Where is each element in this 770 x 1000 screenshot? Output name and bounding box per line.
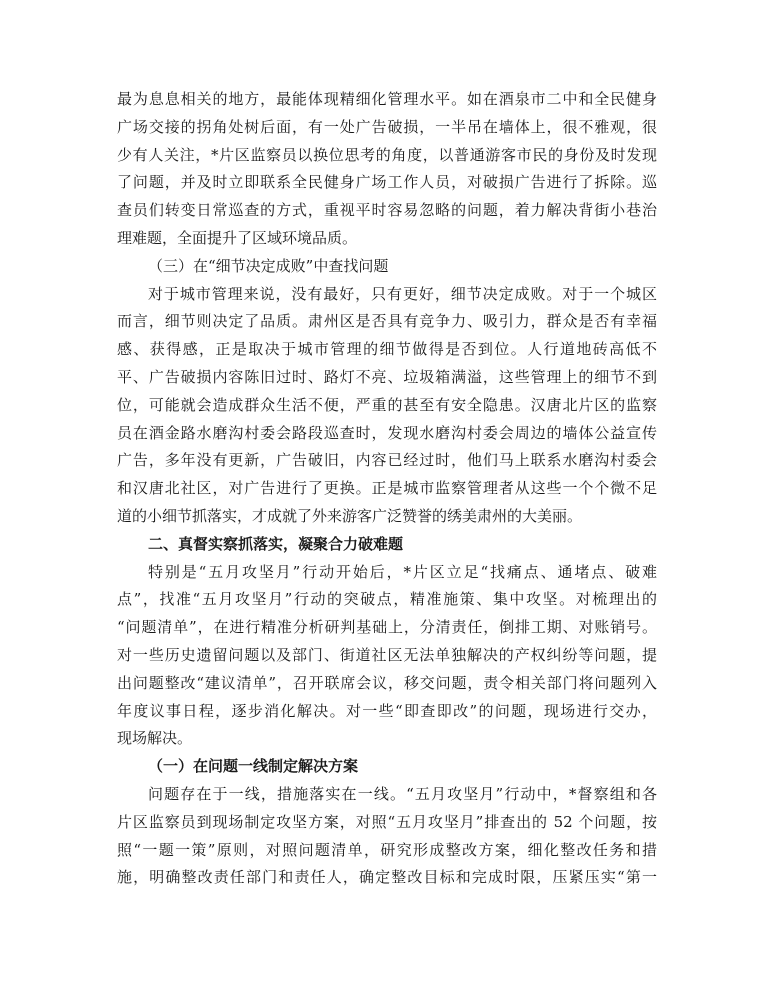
body-text-line: 广告，多年没有更新，广告破旧，内容已经过时，他们马上联系水磨沟村委会 xyxy=(117,451,657,470)
body-text-line: 广场交接的拐角处树后面，有一处广告破损，一半吊在墙体上，很不雅观，很 xyxy=(117,117,657,136)
body-text-line: 了问题，并及时立即联系全民健身广场工作人员，对破损广告进行了拆除。巡 xyxy=(117,173,657,192)
body-paragraph xyxy=(117,86,657,253)
body-text-line: 年度议事日程，逐步消化解决。对一些“即查即改”的问题，现场进行交办， xyxy=(117,701,657,720)
body-text-line: 出问题整改“建议清单”，召开联席会议，移交问题，责令相关部门将问题列入 xyxy=(117,673,657,692)
body-text-line: 对一些历史遗留问题以及部门、街道社区无法单独解决的产权纠纷等问题，提 xyxy=(117,645,657,664)
body-text-line: 施，明确整改责任部门和责任人，确定整改目标和完成时限，压紧压实“第一 xyxy=(117,868,657,887)
body-paragraph xyxy=(117,559,657,754)
subheading: （三）在“细节决定成败”中查找问题 xyxy=(148,256,389,275)
body-text-line: 位，可能就会造成群众生活不便，严重的甚至有安全隐患。汉唐北片区的监察 xyxy=(117,395,657,414)
body-text-line: 少有人关注，*片区监察员以换位思考的角度，以普通游客市民的身份及时发现 xyxy=(117,145,657,164)
body-text-line: 查员们转变日常巡查的方式，重视平时容易忽略的问题，着力解决背街小巷治 xyxy=(117,201,657,220)
body-text-line: 理难题，全面提升了区域环境品质。 xyxy=(117,228,358,247)
body-text-line: 而言，细节则决定了品质。肃州区是否具有竞争力、吸引力，群众是否有幸福 xyxy=(117,312,657,331)
document-page xyxy=(117,86,657,892)
section-title: 二、真督实察抓落实，凝聚合力破难题 xyxy=(148,534,404,553)
body-text-line: 员在酒金路水磨沟村委会路段巡查时，发现水磨沟村委会周边的墙体公益宣传 xyxy=(117,423,657,442)
body-text-line: 最为息息相关的地方，最能体现精细化管理水平。如在酒泉市二中和全民健身 xyxy=(117,90,657,108)
body-text-line: 感、获得感，正是取决于城市管理的细节做得是否到位。人行道地砖高低不 xyxy=(117,340,657,359)
body-text-line: 照“一题一策”原则，对照问题清单，研究形成整改方案，细化整改任务和措 xyxy=(117,840,657,859)
body-text-line: 平、广告破损内容陈旧过时、路灯不亮、垃圾箱满溢，这些管理上的细节不到 xyxy=(117,367,657,386)
body-text-line: 特别是“五月攻坚月”行动开始后，*片区立足“找痛点、通堵点、破难 xyxy=(148,562,657,581)
body-text-line: 对于城市管理来说，没有最好，只有更好，细节决定成败。对于一个城区 xyxy=(148,284,657,303)
body-text-line: 和汉唐北社区，对广告进行了更换。正是城市监察管理者从这些一个个微不足 xyxy=(117,479,657,498)
body-text-line: “问题清单”，在进行精准分析研判基础上，分清责任，倒排工期、对账销号。 xyxy=(117,618,657,637)
body-paragraph xyxy=(117,781,657,892)
body-text-line: 问题存在于一线，措施落实在一线。“五月攻坚月”行动中，*督察组和各 xyxy=(148,784,657,803)
body-paragraph xyxy=(117,281,657,531)
subsection-title: （一）在问题一线制定解决方案 xyxy=(148,757,359,776)
body-text-line: 道的小细节抓落实，才成就了外来游客广泛赞誉的绣美肃州的大美丽。 xyxy=(117,506,583,525)
body-text-line: 点”，找准“五月攻坚月”行动的突破点，精准施策、集中攻坚。对梳理出的 xyxy=(117,590,657,609)
body-text-line: 现场解决。 xyxy=(117,729,193,748)
body-text-line: 片区监察员到现场制定攻坚方案，对照“五月攻坚月”排查出的 52 个问题，按 xyxy=(117,812,657,831)
